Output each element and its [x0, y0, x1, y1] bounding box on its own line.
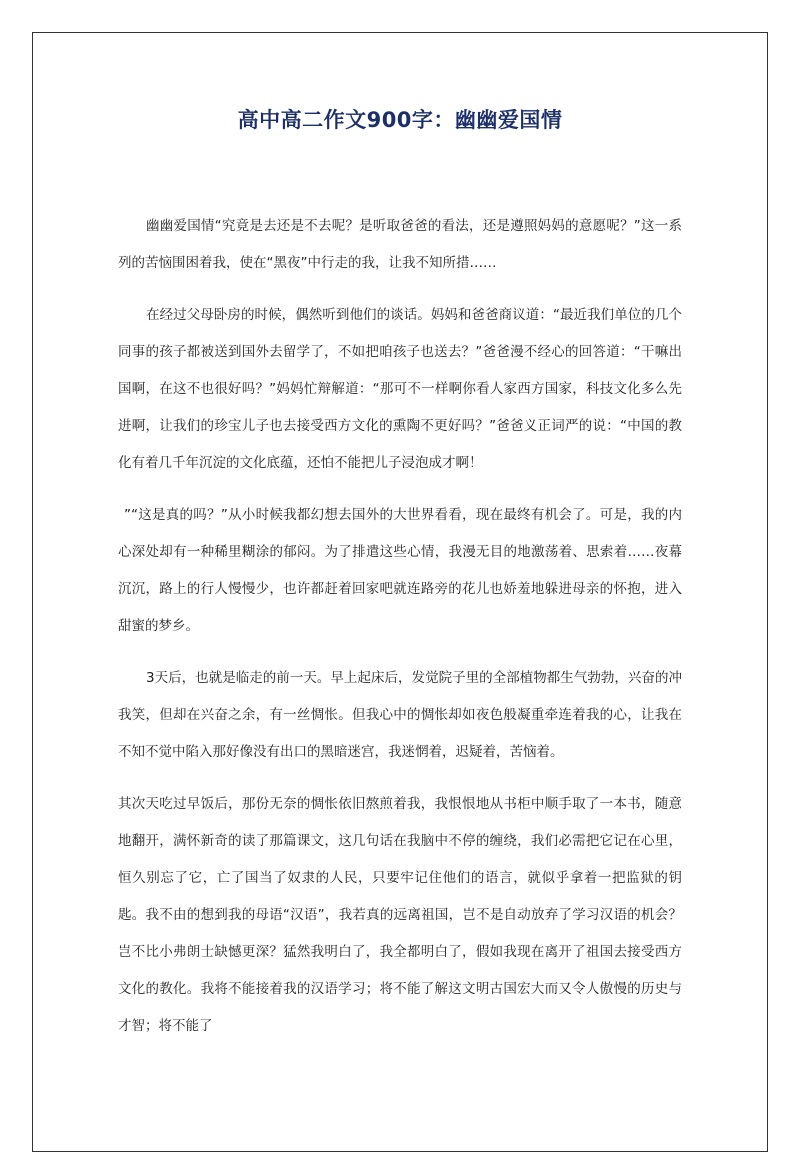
document-body — [118, 208, 682, 1060]
paragraph-2: 在经过父母卧房的时候，偶然听到他们的谈话。妈妈和爸爸商议道：“最近我们单位的几个同事的孩子都被送到国外去留学了，不如把咱孩子也送去？”爸爸漫不经心的回答道：“干嘛出国啊，在这不也很好吗？”妈妈忙辩解道：“那可不一样啊你看人家西方国家，科技文化多么先进啊，让我们的珍宝儿子也去接受西方文化的熏陶不更好吗？”爸爸义正词严的说：“中国的教化有着几千年沉淀的文化底蕴，还怕不能把儿子浸泡成才啊！ — [118, 307, 682, 471]
paragraph-4: 3天后，也就是临走的前一天。早上起床后，发觉院子里的全部植物都生气勃勃，兴奋的冲我笑，但却在兴奋之余，有一丝惆怅。但我心中的惆怅却如夜色般凝重牵连着我的心，让我在不知不觉中陷入那好像没有出口的黑暗迷宫，我迷惘着，迟疑着，苦恼着。 — [118, 670, 682, 760]
paragraph-1: 幽幽爱国情“究竟是去还是不去呢？是听取爸爸的看法，还是遵照妈妈的意愿呢？”这一系列的苦恼围困着我，使在“黑夜”中行走的我，让我不知所措…… — [118, 218, 682, 271]
paragraph-3: ”“这是真的吗？”从小时候我都幻想去国外的大世界看看，现在最终有机会了。可是，我的内心深处却有一种稀里糊涂的郁闷。为了排遣这些心情，我漫无目的地激荡着、思索着……夜幕沉沉，路上的行人慢慢少，也许都赶着回家吧就连路旁的花儿也娇羞地躲进母亲的怀抱，进入甜蜜的梦乡。 — [118, 507, 682, 634]
paragraph-5: 其次天吃过早饭后，那份无奈的惆怅依旧熬煎着我，我恨恨地从书柜中顺手取了一本书，随意地翻开，满怀新奇的读了那篇课文，这几句话在我脑中不停的缠绕，我们必需把它记在心里，恒久别忘了它，亡了国当了奴隶的人民，只要牢记住他们的语言，就似乎拿着一把监狱的钥匙。我不由的想到我的母语“汉语”，我若真的远离祖国，岂不是自动放弃了学习汉语的机会？岂不比小弗朗士缺憾更深？猛然我明白了，我全都明白了，假如我现在离开了祖国去接受西方文化的教化。我将不能接着我的汉语学习；将不能了解这文明古国宏大而又令人傲慢的历史与才智；将不能了 — [118, 796, 682, 1034]
document-title: 高中高二作文900字：幽幽爱国情 — [237, 108, 563, 132]
